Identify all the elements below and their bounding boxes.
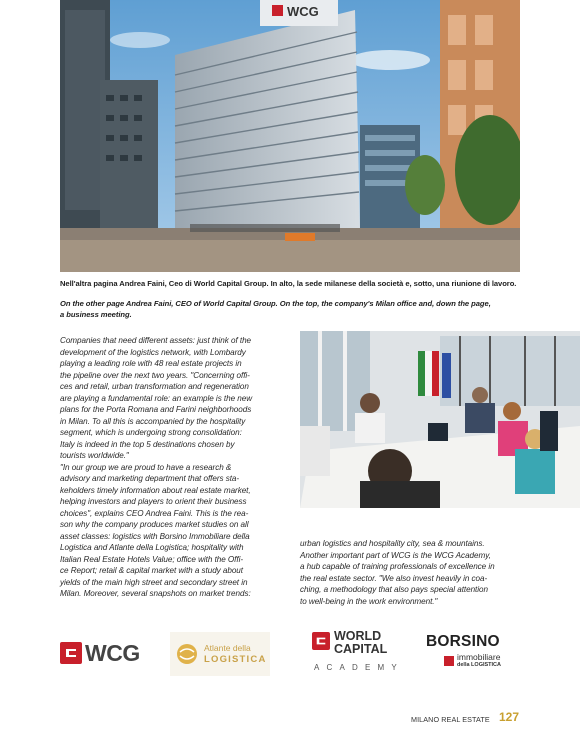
atlante-globe-icon [176,643,198,665]
wcg-logo-text: WCG [85,639,140,666]
world-capital-monogram-icon [312,632,330,650]
caption-english: On the other page Andrea Faini, CEO of World Capital Group. On the top, the company's Milan office and, down the page, a business meeting. [60,299,491,319]
office-building-photo [60,0,520,272]
atlante-title-line1: Atlante della [204,643,251,653]
footer-section-label: MILANO REAL ESTATE [411,715,490,724]
business-meeting-photo [300,331,580,508]
building-sign-text: WCG [287,4,319,19]
article-body-left-column: Companies that need different assets: just think of the development of the logistics network, with Lombardy playing a leading role with 48 real estate projects in the pipeline over the next two years. "Concerning offi- ces and retail, urban transformation and regeneration are playing a fundamental role: an example is the new plans for the Porta Romana and Farini neighborhoods in Milan. To all this is accompanied by the hospitality segment, which is undergoing strong consolidation: Italy is indeed in the top 5 destinations chosen by tourists worldwide." "In our group we are proud to have a research & advisory and marketing department that offers sta- keholders timely information about real estate market, helping investors and players to orient their business choices", explains CEO Andrea Faini. This is the rea- son why the company produces market studies on all asset classes: logistics with Borsino Immobiliare della Logistica and Atlante della Logistica; hospitality with Italian Real Estate Hotels Value; office with the Offi- ce Report; retail & capital market with a study about yields of the main high street and secondary street in Milan. Moreover, several snapshots on market trends: [60,336,253,598]
world-capital-line1: WORLD [334,629,382,643]
academy-label: ACADEMY [314,663,404,672]
borsino-title: BORSINO [426,633,500,650]
world-capital-line2: CAPITAL [334,642,388,656]
caption-italian: Nell'altra pagina Andrea Faini, Ceo di World Capital Group. In alto, la sede milanese della società e, sotto, una riunione di lavoro. [60,279,517,288]
borsino-subtitle-small: della LOGISTICA [457,662,502,668]
borsino-immobiliare-logistica-logo [426,633,526,677]
article-body-right-column: urban logistics and hospitality city, sea & mountains. Another important part of WCG is the WCG Academy, a hub capable of training professionals of excellence in the real estate sector. "We also invest heavily in coa- ching, a methodology that also pays special attention to well-being in the work environment." [300,539,495,606]
borsino-mark-icon [444,656,454,666]
wcg-logo [60,640,140,666]
page-number: 127 [499,710,520,724]
atlante-della-logistica-logo [170,632,270,676]
wcg-monogram-icon [60,642,82,664]
atlante-title-line2: LOGISTICA [204,654,267,665]
world-capital-academy-logo [312,630,408,682]
borsino-subtitle: immobiliare [457,652,501,662]
